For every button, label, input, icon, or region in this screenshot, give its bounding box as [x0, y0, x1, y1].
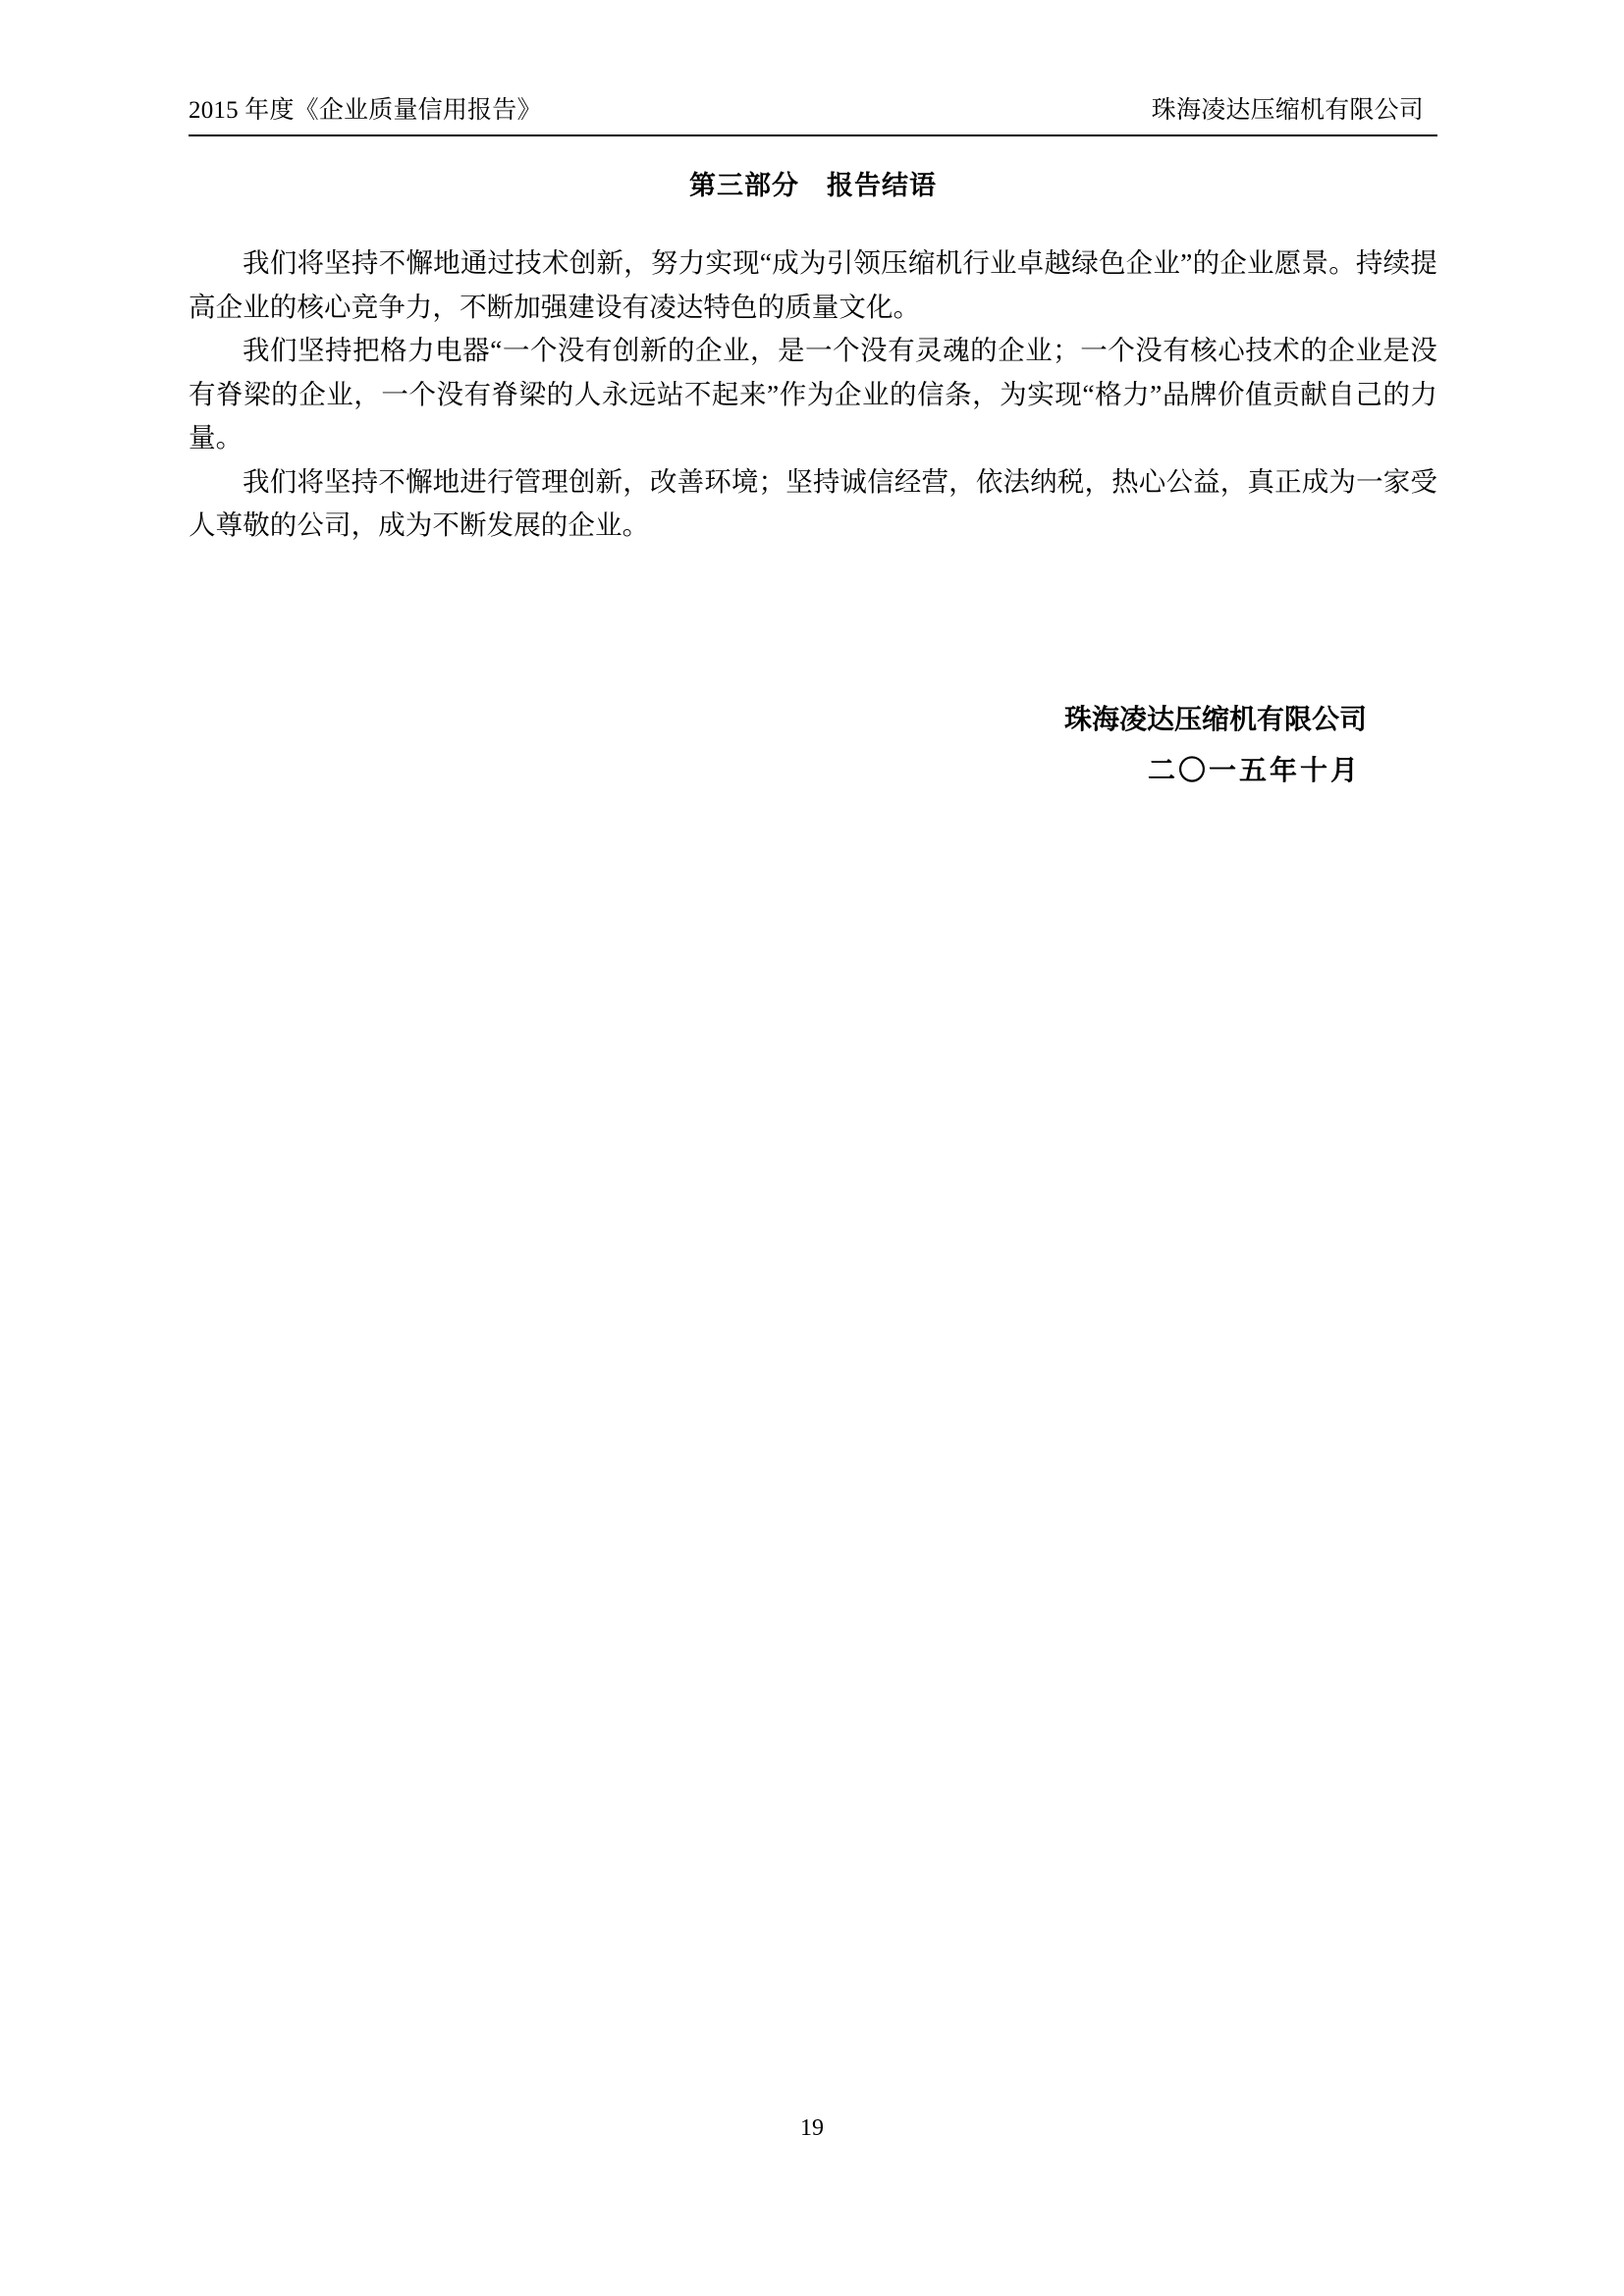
- section-part-title: 报告结语: [827, 171, 937, 200]
- page-content: [189, 96, 1437, 796]
- header-report-title: 2015 年度《企业质量信用报告》: [189, 97, 542, 124]
- section-heading: [189, 164, 1437, 202]
- signature-date: 二〇一五年十月: [1147, 755, 1361, 786]
- running-header: [189, 96, 1437, 136]
- signature-company: 珠海凌达压缩机有限公司: [1063, 704, 1367, 735]
- header-company-name: 珠海凌达压缩机有限公司: [1151, 97, 1424, 124]
- paragraph-1: 我们将坚持不懈地通过技术创新，努力实现“成为引领压缩机行业卓越绿色企业”的企业愿景。持续提高企业的核心竞争力，不断加强建设有凌达特色的质量文化。: [189, 247, 1437, 322]
- body-text: [189, 241, 1437, 548]
- paragraph-2: 我们坚持把格力电器“一个没有创新的企业，是一个没有灵魂的企业；一个没有核心技术的企业是没有脊梁的企业，一个没有脊梁的人永远站不起来”作为企业的信条，为实现“格力”品牌价值贡献自己的力量。: [189, 335, 1437, 454]
- section-part-label: 第三部分: [689, 171, 799, 200]
- signature-block: [189, 695, 1437, 797]
- paragraph-3: 我们将坚持不懈地进行管理创新，改善环境；坚持诚信经营，依法纳税，热心公益，真正成为一家受人尊敬的公司，成为不断发展的企业。: [189, 465, 1437, 541]
- page-number: 19: [800, 2115, 824, 2141]
